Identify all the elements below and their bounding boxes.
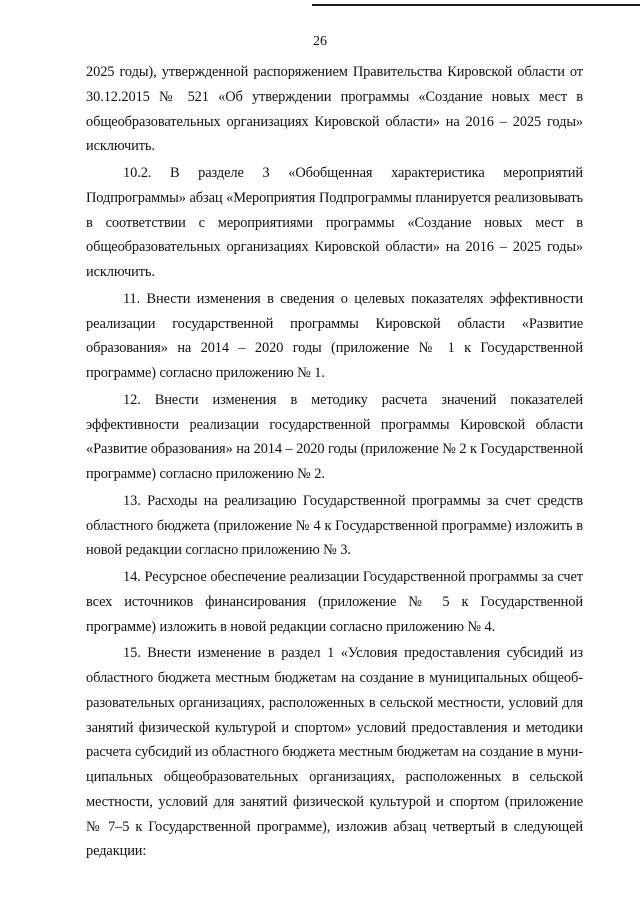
paragraph-13: 13. Расходы на реализацию Государственной программы за счет средств областного бюджета (приложение № 4 к Государственной программе) изложить в новой редакции согласно приложению № 3. xyxy=(86,492,583,559)
paragraph-11: 11. Внести изменения в сведения о целевых показателях эффективности реализации государственной программы Кировской области «Развитие образования» на 2014 – 2020 годы (приложение № 1 к Государственной программе) согласно приложению № 1. xyxy=(86,290,583,381)
document-body xyxy=(86,60,583,866)
page-number: 26 xyxy=(313,34,327,49)
paragraph-15: 15. Внести изменение в раздел 1 «Условия предоставления субсидий из областного бюджета местным бюджетам на создание в муниципальных общеобразовательных организациях, расположенных в сельской местности, условий для занятий физической культурой и спортом» условий предоставления и методики расчета субсидий из областного бюджета местным бюджетам на создание в муниципальных общеобразовательных организациях, расположенных в сельской местности, условий для занятий физической культурой и спортом (приложение № 7–5 к Государственной программе), изложив абзац четвертый в следующей редакции: xyxy=(86,645,583,860)
paragraph-12: 12. Внести изменения в методику расчета значений показателей эффективности реализации государственной программы Кировской области «Развитие образования» на 2014 – 2020 годы (приложение № 2 к Государственной программе) согласно приложению № 2. xyxy=(86,391,583,482)
paragraph-10-2: 10.2. В разделе 3 «Обобщенная характеристика мероприятий Подпрограммы» абзац «Мероприятия Подпрограммы планируется реализовывать в соответствии с мероприятиями программы «Создание новых мест в общеобразовательных организациях Кировской области» на 2016 – 2025 годы» исключить. xyxy=(86,165,583,280)
paragraph-14: 14. Ресурсное обеспечение реализации Государственной программы за счет всех источников финансирования (приложение № 5 к Государственной программе) изложить в новой редакции согласно приложению № 4. xyxy=(86,569,583,635)
paragraph-continuation: 2025 годы), утвержденной распоряжением Правительства Кировской области от 30.12.2015 № 521 «Об утверждении программы «Создание новых мест в общеобразовательных организациях Кировской области» на 2016 – 2025 годы» исключить. xyxy=(86,64,583,155)
top-border-line xyxy=(312,4,640,6)
